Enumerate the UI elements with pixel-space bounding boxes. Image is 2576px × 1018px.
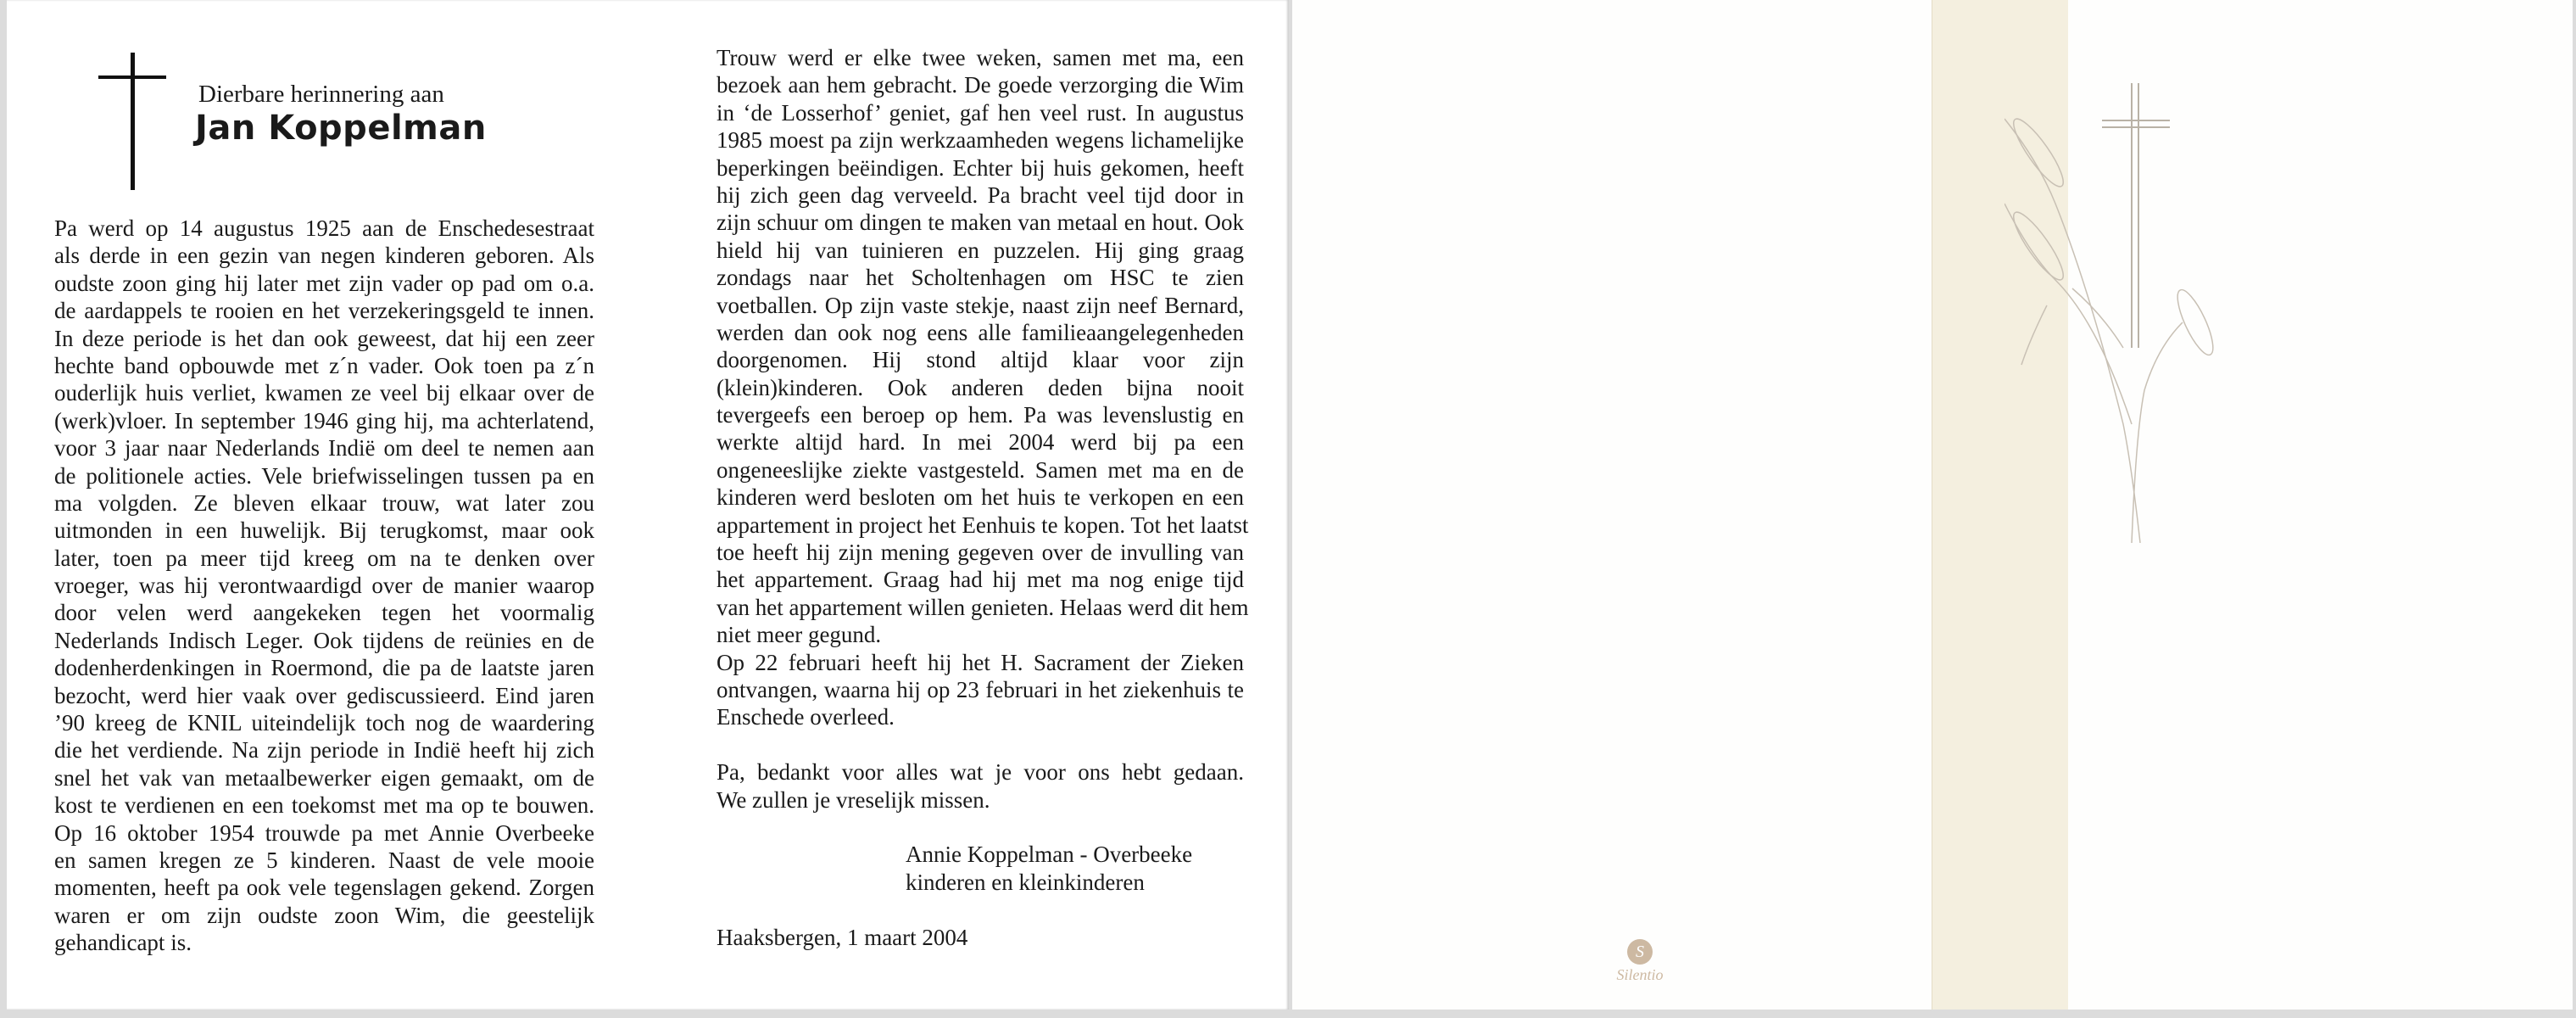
text-line: (werk)vloer. In september 1946 ging hij, ma achterlatend,: [54, 407, 594, 433]
text-line: uitmonden in een huwelijk. Bij terugkomst, maar ook: [54, 517, 594, 544]
text-line: beperkingen beëindigen. Echter bij huis gekomen, heeft: [716, 154, 1244, 181]
thanks-line: Pa, bedankt voor alles wat je voor ons hebt gedaan.: [716, 759, 1244, 786]
text-line: van het appartement willen genieten. Helaas werd dit hem: [716, 594, 1249, 620]
text-line: door velen werd aangekeken tegen het voormalig: [54, 600, 594, 626]
text-line: doorgenomen. Hij stond altijd klaar voor zijn: [716, 347, 1244, 373]
miss-line: We zullen je vreselijk missen.: [716, 786, 990, 813]
text-line: kinderen werd besloten om het huis te verkopen en een: [716, 484, 1244, 511]
wheat-icon: [2004, 114, 2220, 543]
text-line: het appartement. Graag had hij met ma nog enige tijd: [716, 567, 1244, 593]
text-line: werkte altijd hard. In mei 2004 werd bij pa een: [716, 429, 1244, 456]
text-line: In deze periode is het dan ook geweest, dat hij een zeer: [54, 325, 594, 351]
text-line: hij zich geen dag verveeld. Pa bracht veel tijd door in: [716, 182, 1244, 208]
text-line: appartement in project het Eenhuis te kopen. Tot het laatst: [716, 512, 1249, 538]
biography-column-left: [54, 215, 594, 957]
cross-icon: [2102, 83, 2170, 348]
text-line: zijn schuur om dingen te maken van metaal en hout. Ook: [716, 210, 1244, 236]
text-line: Enschede overleed.: [716, 704, 895, 730]
text-line: gehandicapt is.: [54, 930, 192, 956]
text-line: ontvangen, waarna hij op 23 februari in het ziekenhuis te: [716, 676, 1244, 702]
text-line: Trouw werd er elke twee weken, samen met ma, een: [716, 45, 1244, 70]
text-line: waren er om zijn oudste zoon Wim, die geestelijk: [54, 902, 594, 928]
text-line: voetballen. Op zijn vaste stekje, naast zijn neef Bernard,: [716, 292, 1244, 318]
card-inside: [7, 0, 1289, 1010]
text-line: Op 22 februari heeft hij het H. Sacrament der Zieken: [716, 649, 1244, 675]
text-line: niet meer gegund.: [716, 622, 882, 648]
text-line: hield hij van tuinieren en puzzelen. Hij ging graag: [716, 237, 1244, 263]
text-line: als derde in een gezin van negen kinderen geboren. Als: [54, 243, 594, 269]
biography-column-right: [716, 44, 1249, 951]
text-line: toe heeft hij zijn mening gegeven over de invulling van: [716, 540, 1244, 566]
text-line: later, toen pa meer tijd kreeg om na te denken over: [54, 545, 594, 571]
text-line: Pa werd op 14 augustus 1925 aan de Enschedesestraat: [54, 215, 594, 241]
publisher-logo: [1606, 939, 1674, 984]
text-line: 1985 moest pa zijn werkzaamheden wegens lichamelijke: [716, 127, 1244, 154]
text-line: zondags naar het Scholtenhagen om HSC te zien: [716, 265, 1244, 291]
text-line: hechte band opbouwde met z´n vader. Ook toen pa z´n: [54, 352, 594, 378]
text-line: de politionele acties. Vele briefwisselingen tussen pa en: [54, 462, 594, 489]
card-cover: [1292, 0, 2573, 1010]
text-line: momenten, heeft pa ook vele tegenslagen gekend. Zorgen: [54, 875, 594, 901]
text-line: de aardappels te rooien en het verzekeringsgeld te innen.: [54, 298, 594, 324]
text-line: in ‘de Losserhof’ geniet, gaf hen veel rust. In augustus: [716, 99, 1244, 126]
text-line: Nederlands Indisch Leger. Ook tijdens de reünies en de: [54, 627, 594, 653]
text-line: ongeneeslijke ziekte vastgesteld. Samen met ma en de: [716, 456, 1244, 483]
text-line: ouderlijk huis verliet, kwamen ze veel bij elkaar over de: [54, 380, 594, 406]
wheat-cross-illustration: [2004, 68, 2276, 543]
text-line: kost te verdienen en een toekomst met ma op te bouwen.: [54, 792, 594, 819]
text-line: werden dan ook nog eens alle familieaangelegenheden: [716, 319, 1244, 345]
text-line: oudste zoon ging hij later met zijn vader op pad om o.a.: [54, 270, 594, 296]
text-line: en samen kregen ze 5 kinderen. Naast de vele mooie: [54, 847, 594, 873]
signature-line: Annie Koppelman - Overbeeke: [906, 842, 1193, 868]
text-line: bezoek aan hem gebracht. De goede verzorging die Wim: [716, 72, 1244, 98]
deceased-name: Jan Koppelman: [195, 109, 487, 148]
text-line: Op 16 oktober 1954 trouwde pa met Annie Overbeeke: [54, 819, 594, 846]
text-line: bezocht, werd hier vaak over gediscussieerd. Eind jaren: [54, 682, 594, 708]
text-line: vroeger, was hij verontwaardigd over de manier waarop: [54, 573, 594, 599]
logo-mark: S: [1627, 939, 1653, 965]
text-line: voor 3 jaar naar Nederlands Indië om deel te nemen aan: [54, 435, 594, 461]
signature-line: kinderen en kleinkinderen: [906, 869, 1145, 895]
text-line: snel het vak van metaalbewerker eigen gemaakt, om de: [54, 764, 594, 791]
text-line: dodenherdenkingen in Roermond, die pa de laatste jaren: [54, 655, 594, 681]
place-date: Haaksbergen, 1 maart 2004: [716, 924, 968, 950]
logo-text: Silentio: [1616, 966, 1664, 983]
intro-text: Dierbare herinnering aan: [198, 81, 444, 108]
text-line: ma volgden. Ze bleven elkaar trouw, wat later zou: [54, 489, 594, 516]
text-line: ’90 kreeg de KNIL uiteindelijk toch nog de waardering: [54, 710, 594, 736]
text-line: die het verdiende. Na zijn periode in Indië heeft hij zich: [54, 737, 594, 764]
text-line: tevergeefs een beroep op hem. Pa was levenslustig en: [716, 402, 1244, 428]
text-line: (klein)kinderen. Ook anderen deden bijna nooit: [716, 374, 1244, 400]
